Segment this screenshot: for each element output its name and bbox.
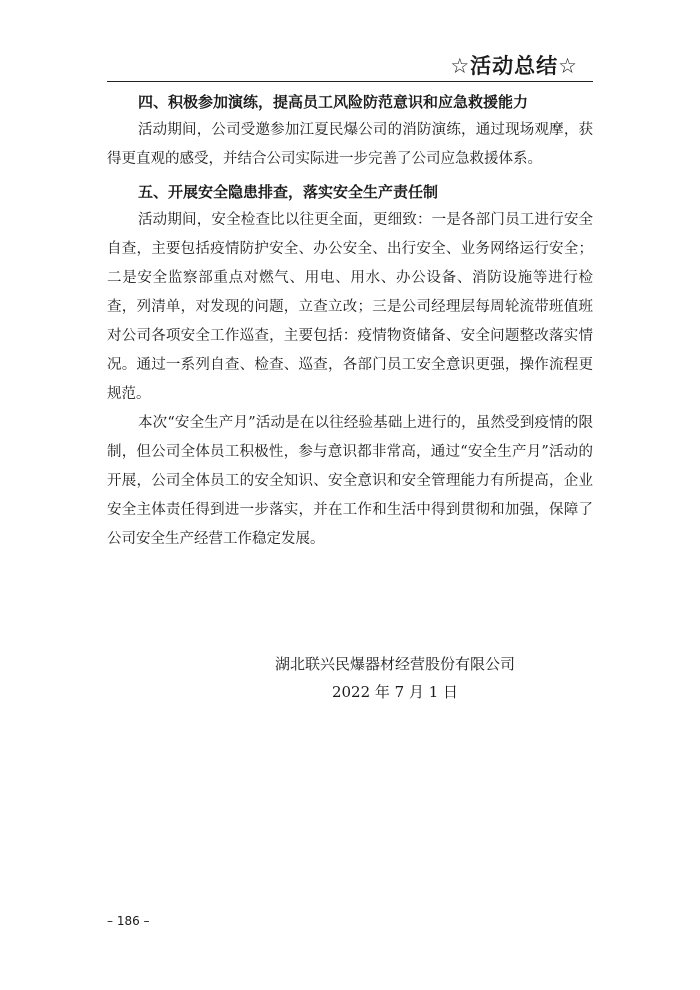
page-number: – 186 – [107,914,150,928]
section-heading: 四、积极参加演练，提高员工风险防范意识和应急救援能力 [138,93,529,111]
section-heading: 五、开展安全隐患排查，落实安全生产责任制 [138,183,439,201]
section-paragraph: 活动期间，安全检查比以往更全面，更细致：一是各部门员工进行安全自查，主要包括疫情防护安全、办公安全、出行安全、业务网络运行安全；二是安全监察部重点对燃气、用电、用水、办公设备、消防设施等进行检查，列清单，对发现的问题，立查立改；三是公司经理层每周轮流带班值班对公司各项安全工作巡查，主要包括：疫情物资储备、安全问题整改落实情况。通过一系列自查、检查、巡查，各部门员工安全意识更强，操作流程更规范。 [107,212,593,402]
signature-company: 湖北联兴民爆器材经营股份有限公司 [274,655,515,673]
header-divider [107,81,593,82]
signature-date: 2022 年 7 月 1 日 [331,683,459,701]
section-five [107,178,593,409]
conclusion-paragraph: 本次“安全生产月”活动是在以往经验基础上进行的，虽然受到疫情的限制，但公司全体员工积极性，参与意识都非常高，通过“安全生产月”活动的开展，公司全体员工的安全知识、安全意识和安全管理能力有所提高，企业安全主体责任得到进一步落实，并在工作和生活中得到贯彻和加强，保障了公司安全生产经营工作稳定发展。 [107,415,593,547]
section-paragraph: 活动期间，公司受邀参加江夏民爆公司的消防演练，通过现场观摩，获得更直观的感受，并结合公司实际进一步完善了公司应急救援体系。 [107,122,593,167]
signature-block [107,650,593,706]
section-four [107,88,593,174]
header-title: ☆活动总结☆ [450,54,578,78]
document-body [107,88,593,554]
